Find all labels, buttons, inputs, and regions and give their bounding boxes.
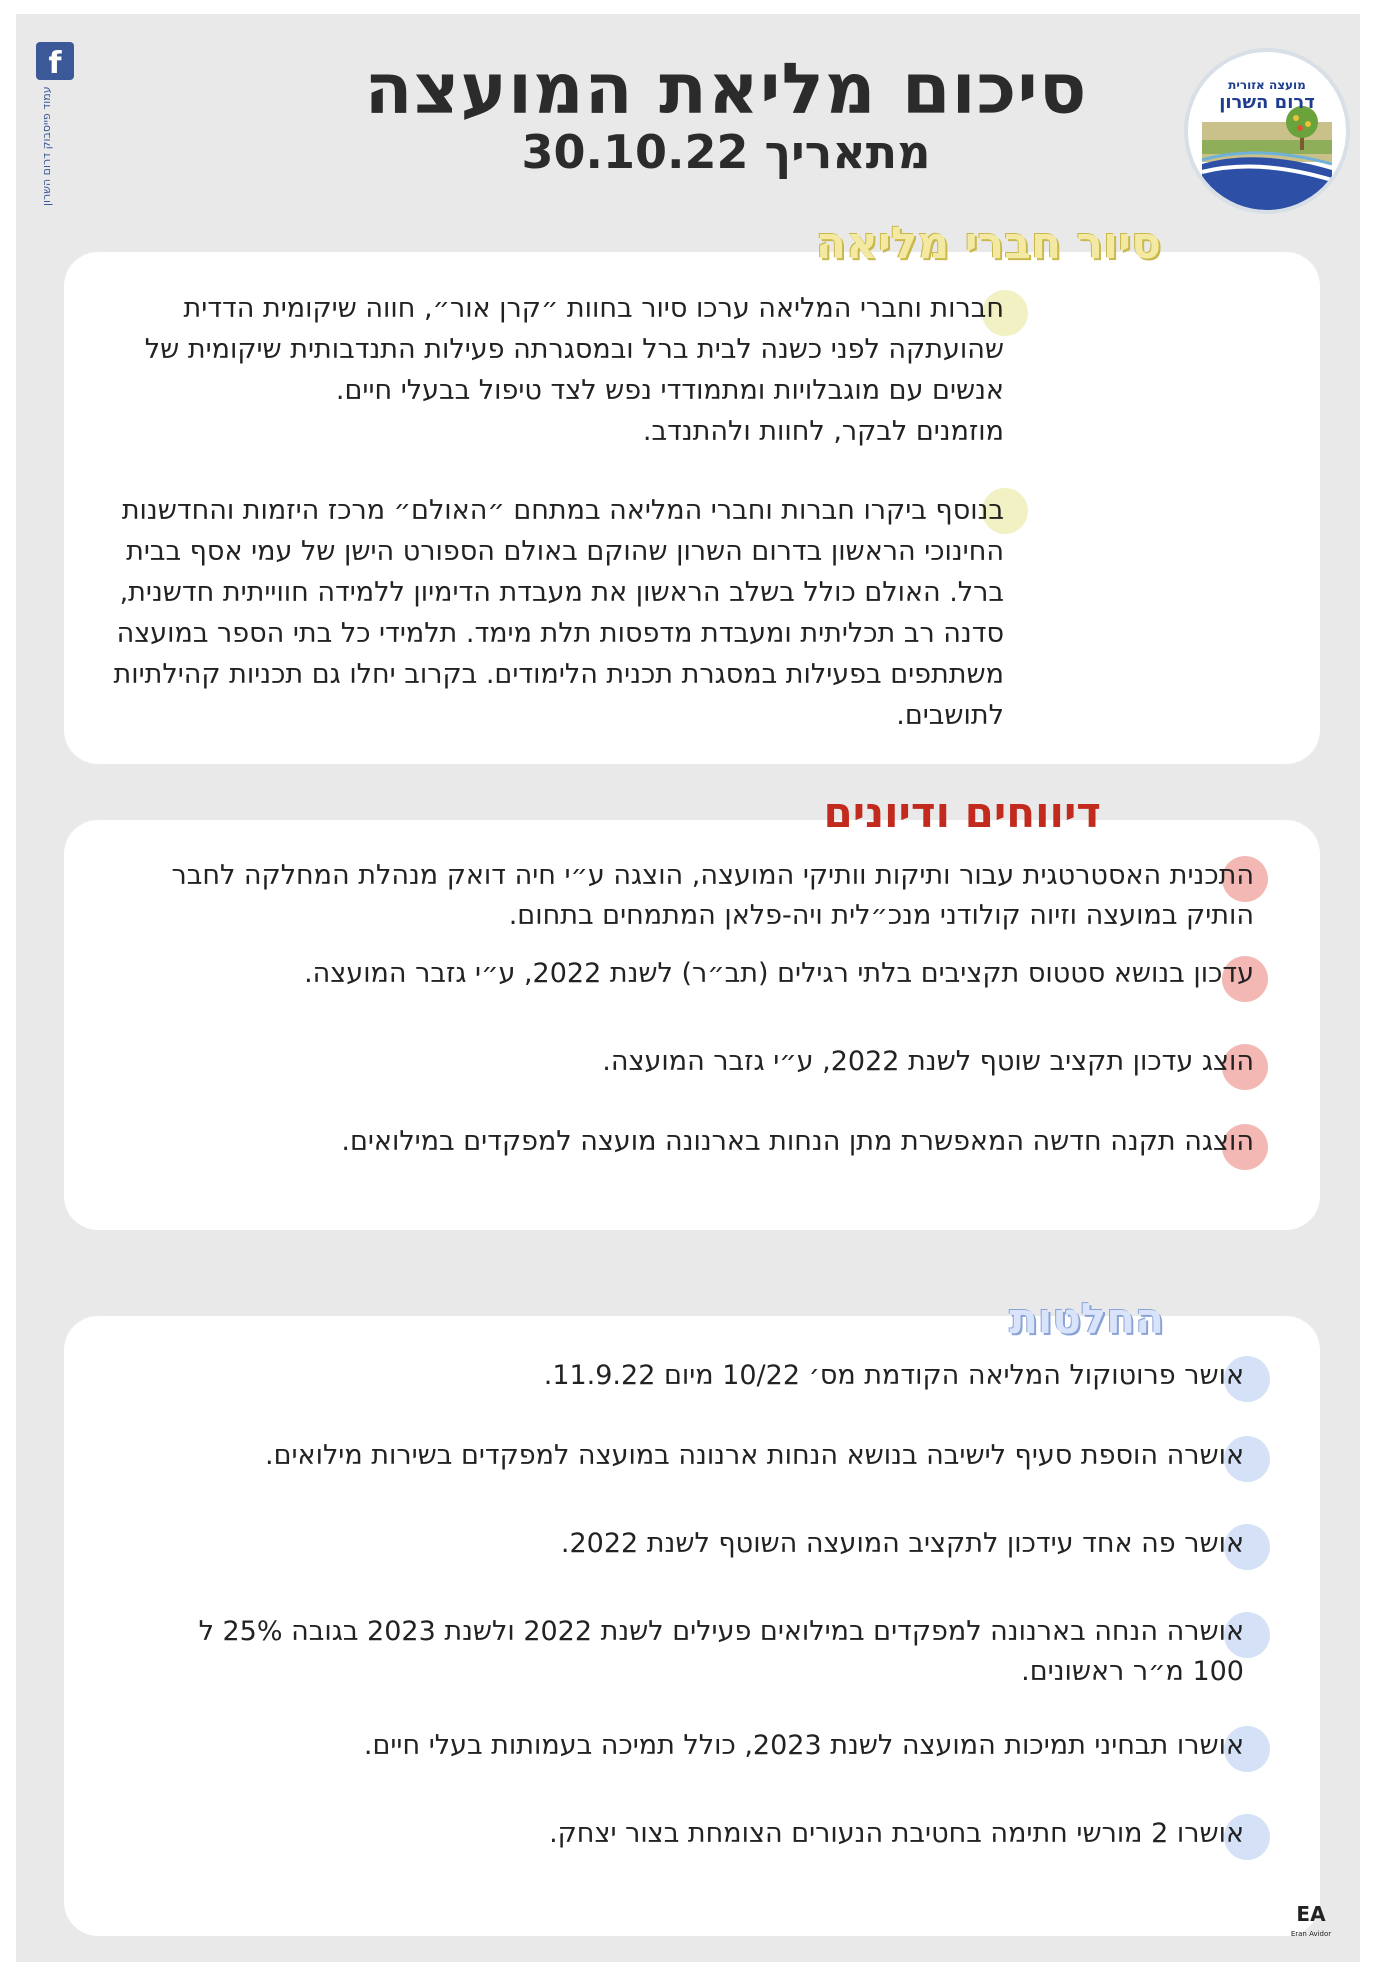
designer-logo bbox=[1286, 1904, 1336, 1944]
report-item-3: הוצג עדכון תקציב שוטף לשנת 2022, ע״י גזבר המועצה. bbox=[602, 1046, 1254, 1077]
decision-item-5: אושרו תבחיני תמיכות המועצה לשנת 2023, כולל תמיכה בעמותות בעלי חיים. bbox=[363, 1730, 1244, 1761]
reports-heading: דיווחים ודיונים bbox=[823, 788, 1101, 837]
designer-logo-caption: Eran Avidor bbox=[1290, 1930, 1332, 1938]
decision-item-4: אושרה הנחה בארנונה למפקדים במילואים פעילים לשנת 2022 ולשנת 2023 בגובה 25% ל 100 מ״ר ראשונים. bbox=[198, 1616, 1244, 1687]
decisions-card bbox=[64, 1316, 1320, 1936]
logo-caption-main: דרום השרון bbox=[1219, 92, 1315, 113]
council-logo-graphic bbox=[1188, 52, 1346, 210]
decision-item-1: אושר פרוטוקול המליאה הקודמת מס׳ 10/22 מיום 11.9.22. bbox=[543, 1360, 1244, 1391]
decision-item-6: אושרו 2 מורשי חתימה בחטיבת הנעורים הצומחת בצור יצחק. bbox=[549, 1818, 1244, 1849]
council-logo bbox=[1184, 48, 1350, 214]
page-title: סיכום מליאת המועצה bbox=[364, 48, 1088, 130]
decisions-heading: החלטות bbox=[1009, 1294, 1164, 1343]
facebook-page-label: עמוד פייסבוק דרום השרון bbox=[40, 86, 53, 206]
logo-caption-top: מועצה אזורית bbox=[1228, 78, 1306, 92]
page-subtitle: מתאריך 30.10.22 bbox=[521, 125, 931, 179]
designer-logo-mark: EA bbox=[1296, 1902, 1326, 1926]
report-item-1: התכנית האסטרטגית עבור ותיקות וותיקי המועצה, הוצגה ע״י חיה דואק מנהלת המחלקה לחבר הותיק במועצה וזיוה קולודני מנכ״לית ויה-פלאן המתמחים בתחום. bbox=[171, 860, 1254, 931]
decision-item-3: אושר פה אחד עידכון לתקציב המועצה השוטף לשנת 2022. bbox=[560, 1528, 1244, 1559]
tour-paragraph-1: חברות וחברי המליאה ערכו סיור בחוות ״קרן אור״, חווה שיקומית הדדית שהועתקה לפני כשנה לבית ברל ובמסגרתה פעילות התנדבותית שיקומית של אנשים עם מוגבלויות ומתמודדי נפש לצד טיפול בבעלי חיים. מוזמנים לבקר, לחוות ולהתנדב. bbox=[144, 293, 1004, 447]
tour-heading: סיור חברי מליאה bbox=[815, 218, 1161, 269]
facebook-icon[interactable]: f bbox=[36, 42, 74, 80]
reports-card bbox=[64, 820, 1320, 1230]
tour-paragraph-2: בנוסף ביקרו חברות וחברי המליאה במתחם ״האולם״ מרכז היזמות והחדשנות החינוכי הראשון בדרום השרון שהוקם באולם הספורט הישן של עמי אסף בבית ברל. האולם כולל בשלב הראשון את מעבדת הדימיון ללמידה חווייתית חדשנית, סדנה רב תכליתית ומעבדת מדפסות תלת מימד. תלמידי כל בתי הספר במועצה משתתפים בפעילות במסגרת תכנית הלימודים. בקרוב יחלו גם תכניות קהילתיות לתושבים. bbox=[113, 495, 1004, 731]
report-item-2: עדכון בנושא סטטוס תקציבים בלתי רגילים (תב״ר) לשנת 2022, ע״י גזבר המועצה. bbox=[304, 958, 1254, 989]
page-background bbox=[16, 14, 1360, 1962]
report-item-4: הוצגה תקנה חדשה המאפשרת מתן הנחות בארנונה מועצה למפקדים במילואים. bbox=[341, 1126, 1254, 1157]
tour-card bbox=[64, 252, 1320, 764]
decision-item-2: אושרה הוספת סעיף לישיבה בנושא הנחות ארנונה במועצה למפקדים בשירות מילואים. bbox=[265, 1440, 1244, 1471]
